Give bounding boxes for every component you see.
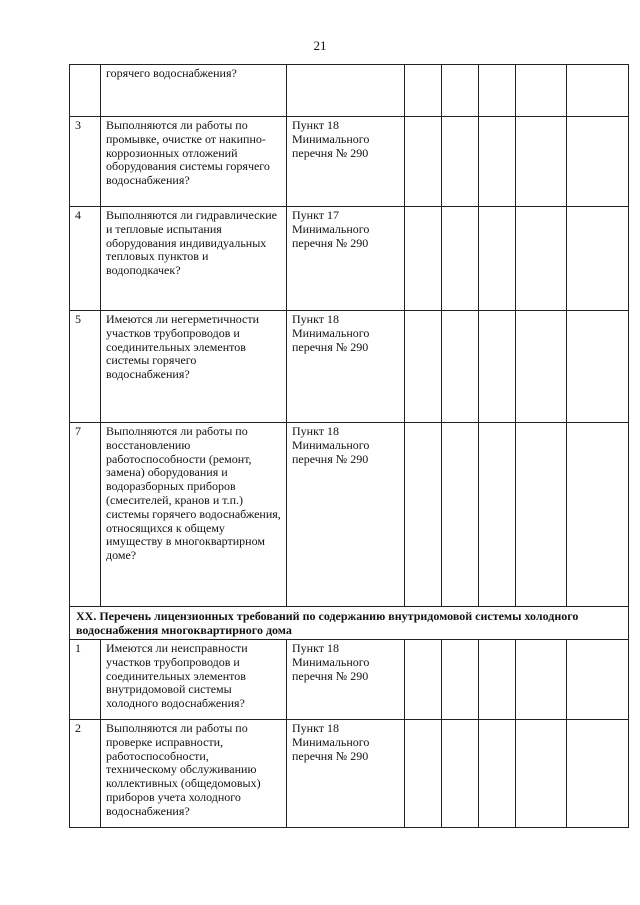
row-number: 4 bbox=[70, 207, 101, 311]
row-number bbox=[70, 65, 101, 117]
table-row bbox=[70, 720, 629, 828]
answer-cell bbox=[442, 423, 479, 607]
answer-cell bbox=[516, 311, 567, 423]
answer-cell bbox=[405, 423, 442, 607]
section-header-row bbox=[70, 607, 629, 640]
row-basis: Пункт 18 Минимального перечня № 290 bbox=[287, 640, 405, 720]
row-number: 3 bbox=[70, 117, 101, 207]
table-row bbox=[70, 640, 629, 720]
answer-cell bbox=[567, 65, 629, 117]
answer-cell bbox=[442, 640, 479, 720]
answer-cell bbox=[567, 117, 629, 207]
answer-cell bbox=[516, 720, 567, 828]
answer-cell bbox=[405, 720, 442, 828]
row-basis: Пункт 18 Минимального перечня № 290 bbox=[287, 117, 405, 207]
answer-cell bbox=[442, 720, 479, 828]
answer-cell bbox=[479, 720, 516, 828]
page-number: 21 bbox=[313, 38, 327, 53]
answer-cell bbox=[479, 640, 516, 720]
answer-cell bbox=[442, 311, 479, 423]
answer-cell bbox=[567, 207, 629, 311]
answer-cell bbox=[567, 423, 629, 607]
answer-cell bbox=[516, 117, 567, 207]
table-row bbox=[70, 423, 629, 607]
answer-cell bbox=[516, 423, 567, 607]
answer-cell bbox=[516, 640, 567, 720]
answer-cell bbox=[405, 640, 442, 720]
answer-cell bbox=[405, 117, 442, 207]
row-basis: Пункт 18 Минимального перечня № 290 bbox=[287, 720, 405, 828]
answer-cell bbox=[516, 207, 567, 311]
row-question: Выполняются ли работы по проверке исправности, работоспособности, техническому обслуживанию коллективных (общедомовых) приборов учета холодного водоснабжения? bbox=[101, 720, 287, 828]
answer-cell bbox=[479, 423, 516, 607]
answer-cell bbox=[405, 65, 442, 117]
table-row bbox=[70, 207, 629, 311]
row-basis: Пункт 18 Минимального перечня № 290 bbox=[287, 423, 405, 607]
row-number: 5 bbox=[70, 311, 101, 423]
section-title: XX. Перечень лицензионных требований по содержанию внутридомовой системы холодного водоснабжения многоквартирного дома bbox=[70, 607, 629, 640]
answer-cell bbox=[405, 311, 442, 423]
table-row bbox=[70, 117, 629, 207]
answer-cell bbox=[442, 117, 479, 207]
answer-cell bbox=[479, 65, 516, 117]
row-question: Имеются ли неисправности участков трубопроводов и соединительных элементов внутридомовой системы холодного водоснабжения? bbox=[101, 640, 287, 720]
answer-cell bbox=[479, 311, 516, 423]
row-basis bbox=[287, 65, 405, 117]
answer-cell bbox=[567, 640, 629, 720]
row-question: Выполняются ли работы по восстановлению работоспособности (ремонт, замена) оборудования и водоразборных приборов (смесителей, кранов и т.п.) системы горячего водоснабжения, относящихся к общему имуществу в многоквартирном доме? bbox=[101, 423, 287, 607]
answer-cell bbox=[405, 207, 442, 311]
row-question: Выполняются ли работы по промывке, очистке от накипно-коррозионных отложений оборудования системы горячего водоснабжения? bbox=[101, 117, 287, 207]
requirements-table bbox=[69, 64, 629, 828]
row-question: Имеются ли негерметичности участков трубопроводов и соединительных элементов системы горячего водоснабжения? bbox=[101, 311, 287, 423]
row-basis: Пункт 18 Минимального перечня № 290 bbox=[287, 311, 405, 423]
row-number: 7 bbox=[70, 423, 101, 607]
answer-cell bbox=[567, 720, 629, 828]
answer-cell bbox=[516, 65, 567, 117]
answer-cell bbox=[442, 65, 479, 117]
answer-cell bbox=[479, 117, 516, 207]
row-question: Выполняются ли гидравлические и тепловые испытания оборудования индивидуальных тепловых пунктов и водоподкачек? bbox=[101, 207, 287, 311]
answer-cell bbox=[567, 311, 629, 423]
table-row bbox=[70, 311, 629, 423]
answer-cell bbox=[479, 207, 516, 311]
row-basis: Пункт 17 Минимального перечня № 290 bbox=[287, 207, 405, 311]
row-number: 1 bbox=[70, 640, 101, 720]
row-question: горячего водоснабжения? bbox=[101, 65, 287, 117]
table-row bbox=[70, 65, 629, 117]
answer-cell bbox=[442, 207, 479, 311]
row-number: 2 bbox=[70, 720, 101, 828]
